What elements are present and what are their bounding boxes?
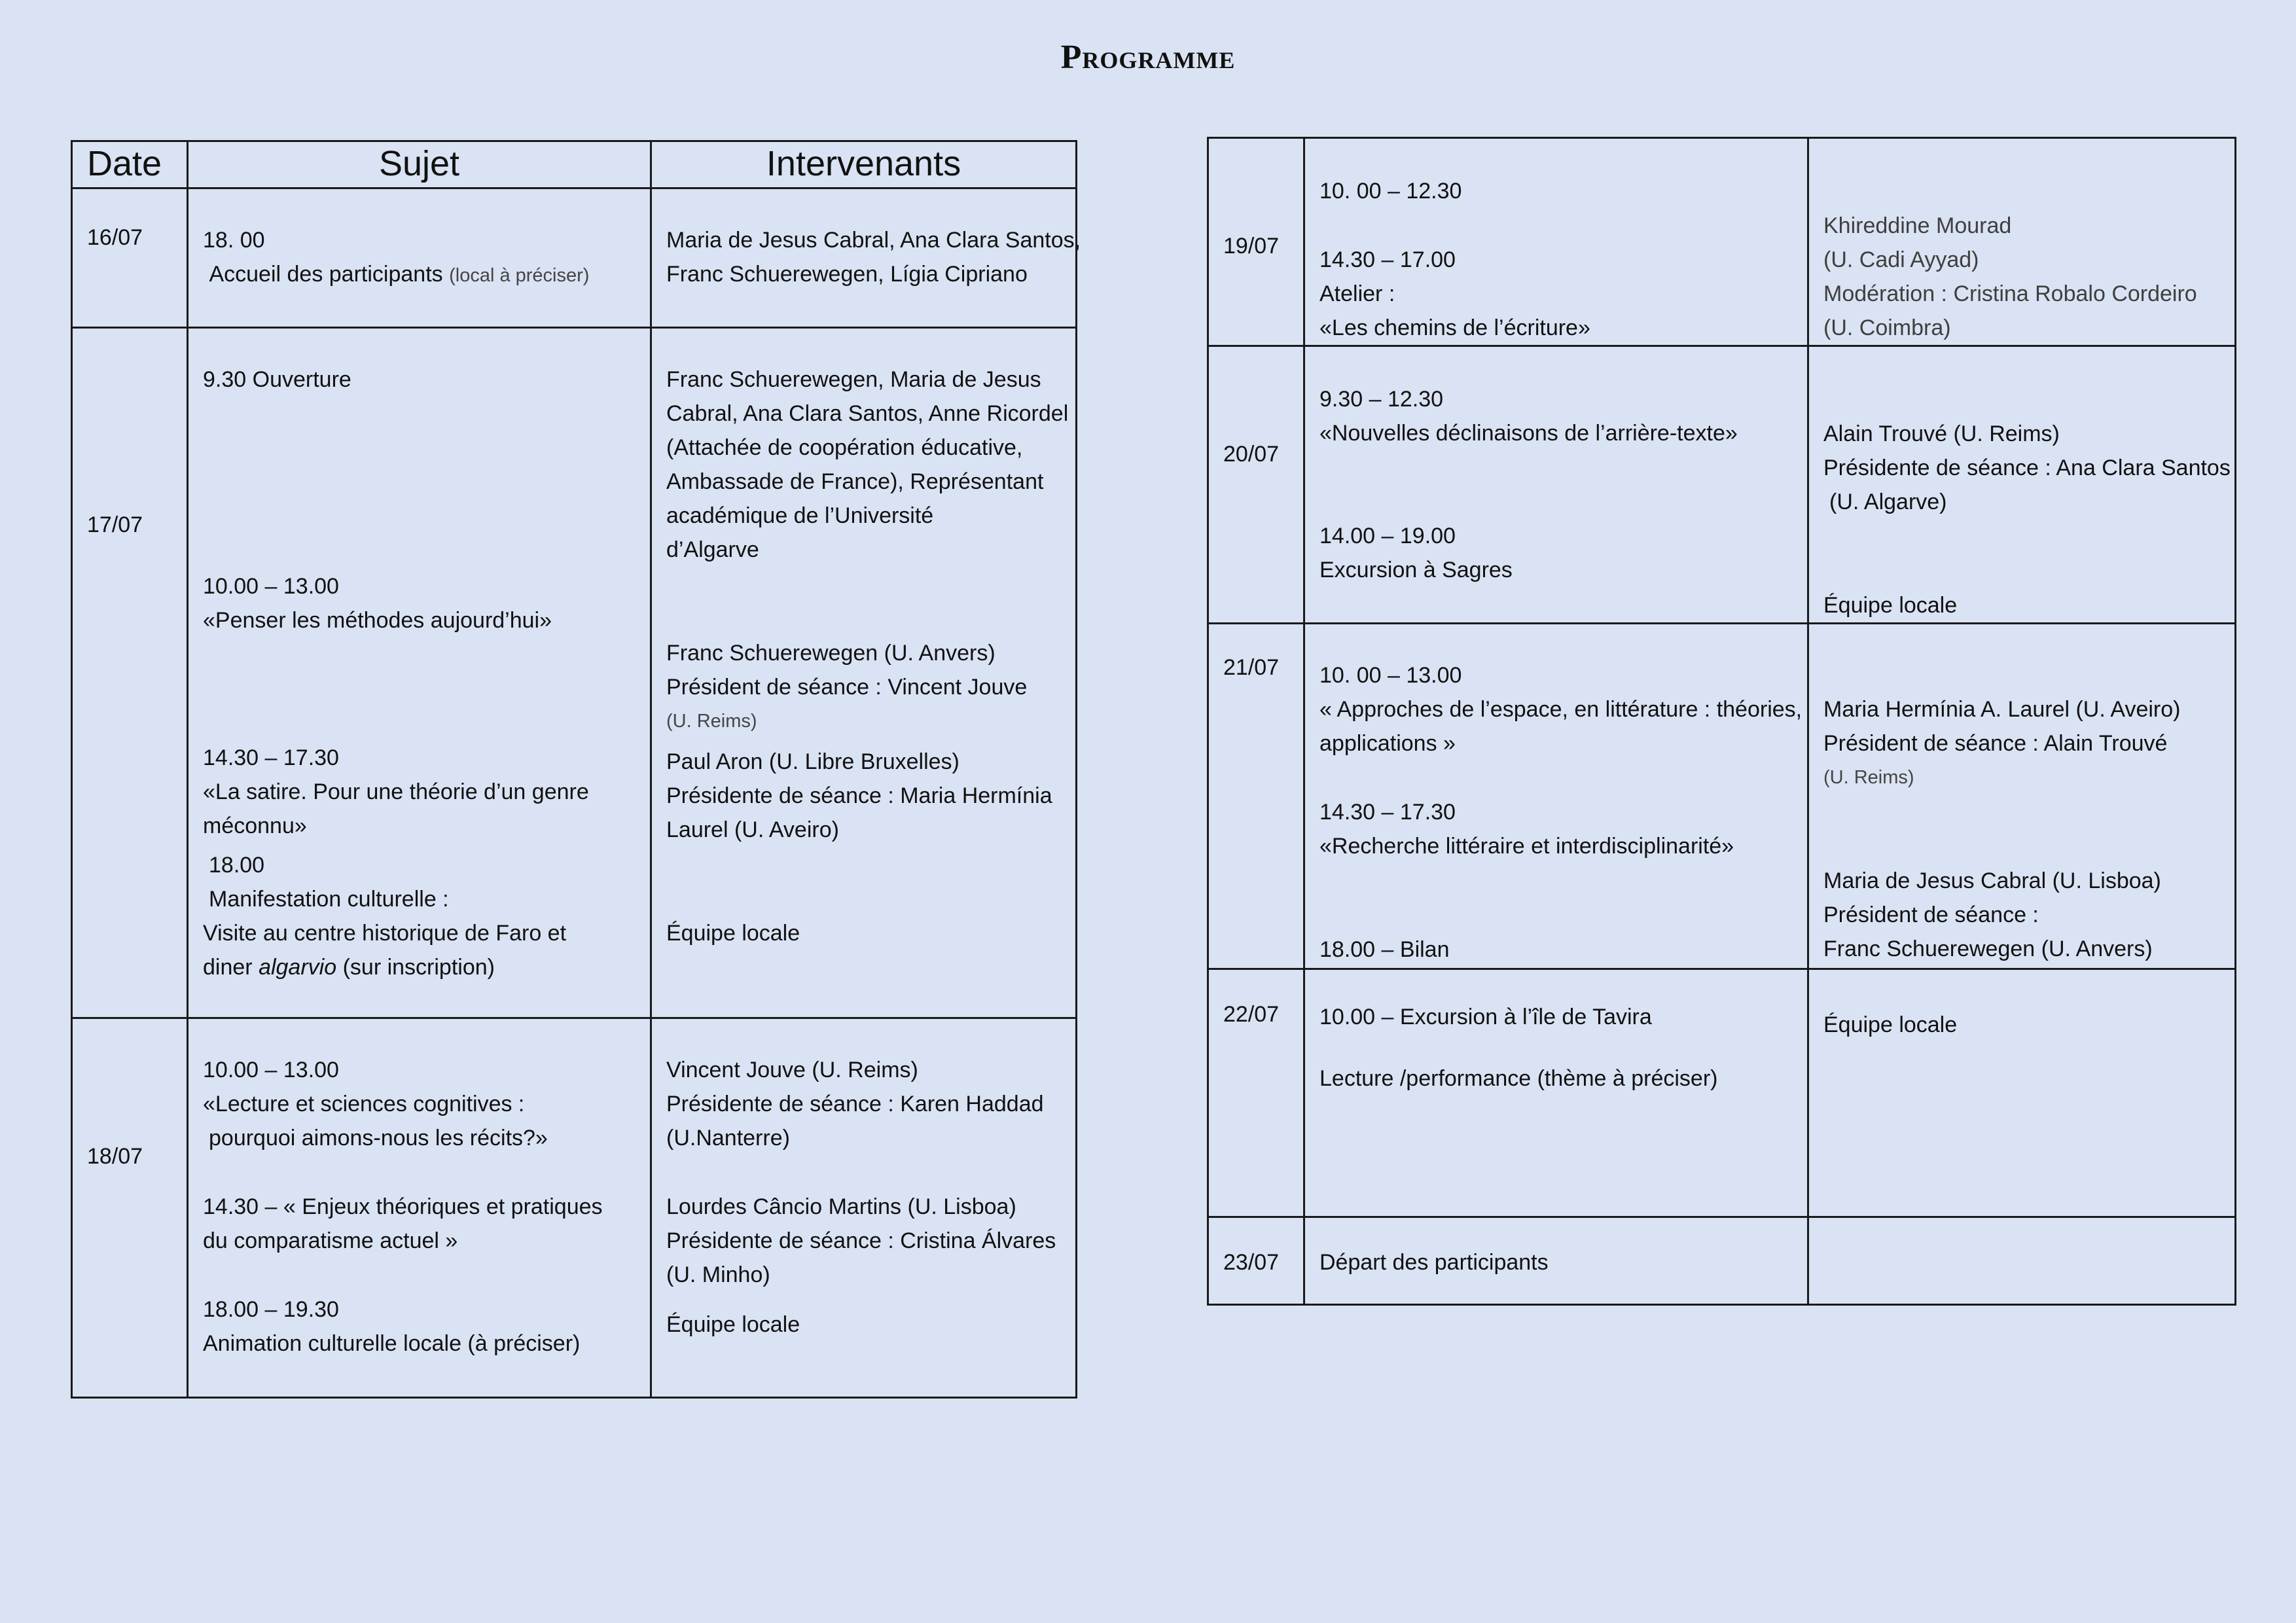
speakers-line: Franc Schuerewegen (U. Anvers) xyxy=(666,641,996,666)
row-1807-sujet xyxy=(187,1017,652,1399)
speakers-line: Équipe locale xyxy=(1823,593,1958,618)
speakers-line: (Attachée de coopération éducative, xyxy=(666,435,1023,460)
session-time: 14.30 – 17.00 xyxy=(1319,247,1456,272)
date-label: 20/07 xyxy=(1223,442,1280,467)
date-label: 16/07 xyxy=(87,225,143,250)
speakers-line: Maria de Jesus Cabral, Ana Clara Santos, xyxy=(666,228,1081,253)
speakers-line: Équipe locale xyxy=(1823,1012,1958,1037)
session-title: «La satire. Pour une théorie d’un genre xyxy=(203,779,589,804)
row-1907-sujet xyxy=(1303,137,1809,347)
chair-line: Présidente de séance : Maria Hermínia xyxy=(666,783,1052,808)
session-title: « Approches de l’espace, en littérature : théories, xyxy=(1319,697,1803,722)
session-time: 10.00 – 13.00 xyxy=(203,1058,339,1082)
session-time: 14.30 – 17.30 xyxy=(203,745,339,770)
session-time: 14.30 – 17.30 xyxy=(1319,800,1456,825)
speakers-line: Cabral, Ana Clara Santos, Anne Ricordel xyxy=(666,401,1069,426)
date-label: 18/07 xyxy=(87,1144,143,1169)
row-2307-intervenants xyxy=(1807,1216,2236,1306)
speakers-line: Alain Trouvé (U. Reims) xyxy=(1823,421,2060,446)
row-1607-date xyxy=(71,187,188,329)
affiliation: (U. Reims) xyxy=(1823,767,1914,788)
speakers-line: d’Algarve xyxy=(666,537,759,562)
date-label: 23/07 xyxy=(1223,1250,1280,1275)
row-2307-sujet xyxy=(1303,1216,1809,1306)
session-title: «Lecture et sciences cognitives : xyxy=(203,1092,525,1116)
row-1907-date xyxy=(1207,137,1305,347)
row-2207-sujet xyxy=(1303,968,1809,1218)
affiliation: (U. Reims) xyxy=(666,711,757,732)
session-title: Lecture /performance (thème à préciser) xyxy=(1319,1066,1718,1091)
date-label: 21/07 xyxy=(1223,655,1280,680)
session-detail: Visite au centre historique de Faro et xyxy=(203,921,567,946)
row-1707-sujet xyxy=(187,327,652,1019)
session-time: 10. 00 – 12.30 xyxy=(1319,179,1462,204)
date-label: 17/07 xyxy=(87,512,143,537)
row-2007-date xyxy=(1207,345,1305,624)
row-2107-date xyxy=(1207,622,1305,970)
session-title: du comparatisme actuel » xyxy=(203,1228,458,1253)
session-detail: diner algarvio (sur inscription) xyxy=(203,955,495,980)
session-title: «Recherche littéraire et interdisciplinarité» xyxy=(1319,834,1734,859)
speakers-line: Franc Schuerewegen (U. Anvers) xyxy=(1823,936,2153,961)
session-time: 14.00 – 19.00 xyxy=(1319,524,1456,548)
session-title: Atelier : xyxy=(1319,281,1395,306)
session-title: pourquoi aimons-nous les récits?» xyxy=(209,1126,548,1150)
header-sujet: Sujet xyxy=(187,140,652,189)
speakers-line: Équipe locale xyxy=(666,921,800,946)
session-title: Animation culturelle locale (à préciser) xyxy=(203,1331,581,1356)
row-2007-intervenants xyxy=(1807,345,2236,624)
speakers-line: Équipe locale xyxy=(666,1312,800,1337)
chair-line: Président de séance : Vincent Jouve xyxy=(666,675,1028,700)
session-title: méconnu» xyxy=(203,813,307,838)
row-2207-intervenants xyxy=(1807,968,2236,1218)
session-title: «Les chemins de l’écriture» xyxy=(1319,315,1590,340)
speakers-line: Franc Schuerewegen, Lígia Cipriano xyxy=(666,262,1028,287)
chair-line: Président de séance : Alain Trouvé xyxy=(1823,731,2168,756)
row-1807-date xyxy=(71,1017,188,1399)
speakers-line: Vincent Jouve (U. Reims) xyxy=(666,1058,918,1082)
session-title: «Nouvelles déclinaisons de l’arrière-texte» xyxy=(1319,421,1738,446)
chair-line: Président de séance : xyxy=(1823,902,2039,927)
session-title: applications » xyxy=(1319,731,1456,756)
row-2107-intervenants xyxy=(1807,622,2236,970)
row-1807-intervenants xyxy=(650,1017,1077,1399)
session-time: 9.30 – 12.30 xyxy=(1319,387,1444,412)
speakers-line: Khireddine Mourad xyxy=(1823,213,2012,238)
affiliation: (U. Minho) xyxy=(666,1262,770,1287)
session-title: Excursion à Sagres xyxy=(1319,558,1513,582)
session-time: 18.00 – Bilan xyxy=(1319,937,1450,962)
speakers-line: Paul Aron (U. Libre Bruxelles) xyxy=(666,749,960,774)
speakers-line: Lourdes Câncio Martins (U. Lisboa) xyxy=(666,1194,1016,1219)
session-time: 9.30 Ouverture xyxy=(203,367,351,392)
speakers-line: Ambassade de France), Représentant xyxy=(666,469,1044,494)
session-title: Manifestation culturelle : xyxy=(209,887,449,912)
session-time: 10. 00 – 13.00 xyxy=(1319,663,1462,688)
row-1907-intervenants xyxy=(1807,137,2236,347)
date-label: 22/07 xyxy=(1223,1002,1280,1027)
page-title: Programme xyxy=(1060,39,1236,76)
header-date: Date xyxy=(71,140,188,189)
row-1707-date xyxy=(71,327,188,1019)
speakers-line: Maria de Jesus Cabral (U. Lisboa) xyxy=(1823,868,2161,893)
affiliation: (U. Coimbra) xyxy=(1823,315,1951,340)
affiliation: (U. Cadi Ayyad) xyxy=(1823,247,1979,272)
session-title: Accueil des participants (local à préciser) xyxy=(209,262,590,287)
session-title: «Penser les méthodes aujourd’hui» xyxy=(203,608,552,633)
row-2107-sujet xyxy=(1303,622,1809,970)
chair-line: Présidente de séance : Ana Clara Santos xyxy=(1823,455,2231,480)
date-label: 19/07 xyxy=(1223,234,1280,259)
session-title: 10.00 – Excursion à l’île de Tavira xyxy=(1319,1005,1652,1029)
affiliation: (U.Nanterre) xyxy=(666,1126,790,1150)
session-time: 18. 00 xyxy=(203,228,265,253)
speakers-line: Franc Schuerewegen, Maria de Jesus xyxy=(666,367,1041,392)
row-1607-intervenants xyxy=(650,187,1081,329)
row-2307-date xyxy=(1207,1216,1305,1306)
chair-line: Modération : Cristina Robalo Cordeiro xyxy=(1823,281,2197,306)
row-1607-sujet xyxy=(187,187,652,329)
row-2007-sujet xyxy=(1303,345,1809,624)
session-time: 18.00 xyxy=(209,853,265,878)
affiliation: Laurel (U. Aveiro) xyxy=(666,817,839,842)
session-time: 10.00 – 13.00 xyxy=(203,574,339,599)
header-intervenants: Intervenants xyxy=(650,140,1077,189)
row-1707-intervenants xyxy=(650,327,1077,1019)
speakers-line: académique de l’Université xyxy=(666,503,934,528)
session-title: 14.30 – « Enjeux théoriques et pratiques xyxy=(203,1194,603,1219)
session-time: 18.00 – 19.30 xyxy=(203,1297,339,1322)
affiliation: (U. Algarve) xyxy=(1829,490,1947,514)
chair-line: Présidente de séance : Cristina Álvares xyxy=(666,1228,1056,1253)
speakers-line: Maria Hermínia A. Laurel (U. Aveiro) xyxy=(1823,697,2181,722)
row-2207-date xyxy=(1207,968,1305,1218)
session-title: Départ des participants xyxy=(1319,1250,1549,1275)
chair-line: Présidente de séance : Karen Haddad xyxy=(666,1092,1044,1116)
